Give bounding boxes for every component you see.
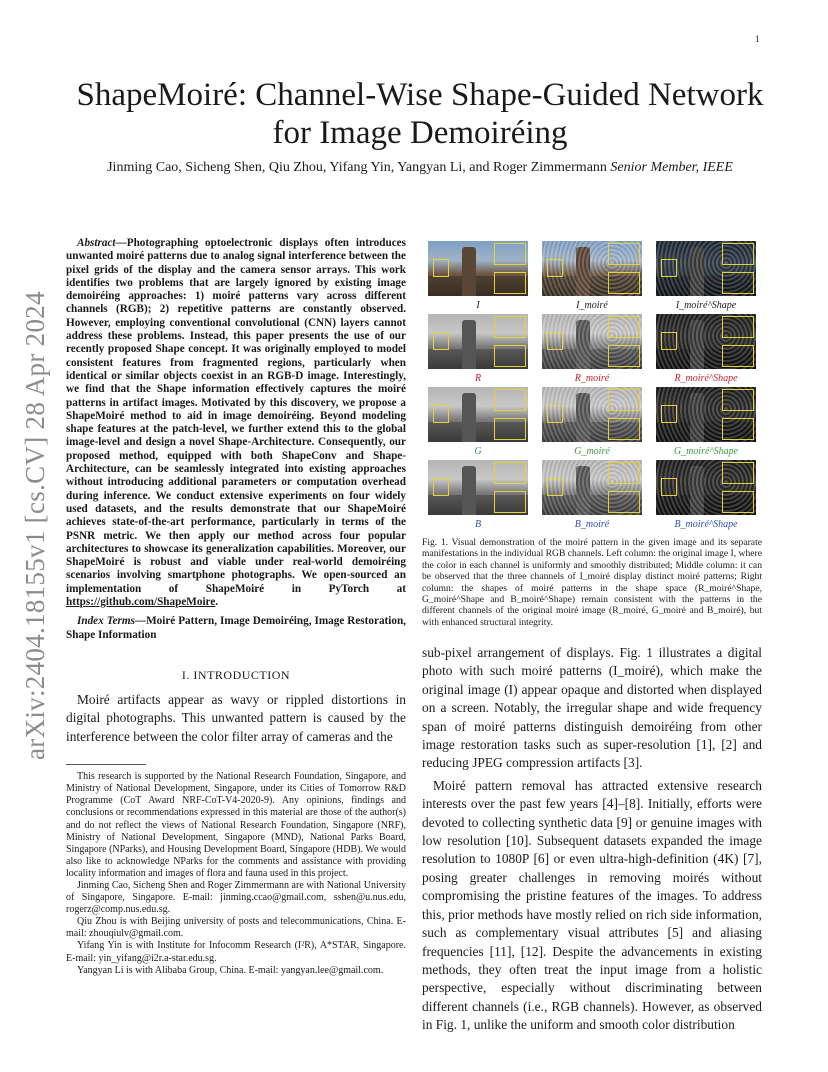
code-link[interactable]: https://github.com/ShapeMoire bbox=[66, 596, 216, 609]
intro-paragraph-3: Moiré pattern removal has attracted extensive research interests over the past few years [4]–[8]. Initially, efforts were devoted to collecting synthetic data [9] or genuine images with low resolution [10]. Subsequent datasets expanded the image resolution to 1080P [6] or even ultra-high-definition (4K) [7], posing greater challenges in removing moirés without compromising the pristine features of the images. To address this, prior methods have mostly relied on rich side information, such as complementary visual attributes [5] and aliasing frequencies [11], [12]. Despite the advancements in existing methods, they often treat the input image from a holistic perspective, especially without discriminating between different channels (i.e., RGB channels). However, as observed in Fig. 1, unlike the uniform and smooth color distribution bbox=[422, 777, 762, 1033]
abstract bbox=[66, 237, 406, 609]
figure-label: B_moiré bbox=[574, 519, 610, 530]
footnote-affil-alibaba: Yangyan Li is with Alibaba Group, China. E-mail: yangyan.lee@gmail.com. bbox=[77, 964, 384, 976]
figure-1 bbox=[422, 237, 762, 628]
index-body: —Moiré Pattern, Image Demoiréing, Image Restoration, Shape Information bbox=[66, 615, 406, 641]
paper-title bbox=[60, 76, 780, 152]
right-body bbox=[422, 644, 762, 1035]
title-line-1: ShapeMoiré: Channel-Wise Shape-Guided Network bbox=[76, 77, 764, 113]
image-g bbox=[428, 387, 528, 442]
image-r bbox=[428, 314, 528, 369]
author-names: Jinming Cao, Sicheng Shen, Qiu Zhou, Yifang Yin, Yangyan Li, and Roger Zimmermann bbox=[107, 160, 607, 175]
title-line-2: for Image Demoiréing bbox=[272, 115, 568, 151]
figure-cell bbox=[540, 241, 644, 314]
figure-cell bbox=[540, 387, 644, 460]
figure-label: R_moiré^Shape bbox=[674, 373, 738, 384]
figure-label: B bbox=[474, 519, 482, 530]
figure-cell bbox=[654, 241, 758, 314]
footnote-funding: This research is supported by the National Research Foundation, Singapore, and Ministry of National Development, Singapore, under its Cities of Tomorrow R&D Programme (CoT Award NRF-CoT-V4-2020-9). Any opinions, findings and conclusions or recommendations expressed in this material are those of the author(s) and do not reflect the views of National Research Foundation, Singapore (NRF), Ministry of National Development, Singapore (MND), National Parks Board, Singapore (NParks), and Housing Development Board, Singapore (HDB). We would also like to acknowledge NParks for the comments and assistance with providing locality information and images of flora and fauna used in this project. bbox=[66, 771, 406, 879]
image-moire-shape bbox=[656, 241, 756, 296]
figure-cell bbox=[654, 387, 758, 460]
image-b-moire bbox=[542, 460, 642, 515]
figure-label: B_moiré^Shape bbox=[674, 519, 738, 530]
figure-cell bbox=[426, 460, 530, 533]
figure-label: G_moiré^Shape bbox=[673, 446, 739, 457]
image-b-moire-shape bbox=[656, 460, 756, 515]
figure-grid bbox=[426, 241, 758, 533]
footnote-affil-nus: Jinming Cao, Sicheng Shen and Roger Zimmermann are with National University of Singapore, Singapore. E-mail: jinming.ccao@gmail.com, sshen@u.nus.edu, rogerz@comp.nus.edu.sg. bbox=[66, 879, 406, 916]
figure-cell bbox=[426, 314, 530, 387]
right-column bbox=[422, 237, 762, 1033]
footnote-affil-i2r: Yifang Yin is with Institute for Infocomm Research (I²R), A*STAR, Singapore. E-mail: yin_yifang@i2r.a-star.edu.sg. bbox=[66, 940, 406, 964]
index-lead: Index Terms bbox=[77, 615, 135, 628]
figure-cell bbox=[426, 241, 530, 314]
figure-label: R_moiré bbox=[574, 373, 610, 384]
image-original bbox=[428, 241, 528, 296]
section-heading: I. INTRODUCTION bbox=[181, 667, 291, 682]
intro-paragraph-2: sub-pixel arrangement of displays. Fig. 1 illustrates a digital photo with such moiré patterns (I_moiré), which make the original image (I) appear opaque and distorted when displayed on a screen. Notably, the irregular shape and wide frequency span of moiré patterns distinguish demoiréing from other image restoration tasks such as super-resolution [1], [2] and reducing JPEG compression artifacts [3]. bbox=[422, 645, 762, 771]
figure-label: G_moiré bbox=[574, 446, 610, 457]
figure-cell bbox=[540, 314, 644, 387]
image-r-moire bbox=[542, 314, 642, 369]
image-r-moire-shape bbox=[656, 314, 756, 369]
arxiv-stamp[interactable]: arXiv:2404.18155v1 [cs.CV] 28 Apr 2024 bbox=[20, 291, 50, 760]
index-terms bbox=[66, 615, 406, 642]
figure-label: I_moiré bbox=[576, 300, 608, 311]
image-g-moire bbox=[542, 387, 642, 442]
abstract-lead: Abstract bbox=[77, 237, 116, 249]
image-g-moire-shape bbox=[656, 387, 756, 442]
left-column bbox=[66, 237, 406, 977]
figure-cell bbox=[426, 387, 530, 460]
abstract-body: —Photographing optoelectronic displays often introduces unwanted moiré patterns due to analog signal interference between the pixel grids of the display and the camera sensor arrays. This work identifies two problems that are largely ignored by existing image demoiréing approaches: 1) moiré patterns vary across different channels (RGB); 2) repetitive patterns are constantly observed. However, employing conventional convolutional (CNN) layers cannot address these problems. Instead, this paper presents the use of our recently proposed Shape concept. It was originally employed to model consistent features from fragmented regions, particularly when identical or similar objects coexist in an RGB-D image. Interestingly, we find that the Shape information effectively captures the moiré patterns in artifact images. Motivated by this discovery, we propose a ShapeMoiré method to aid in image demoiréing. Beyond modeling shape features at the patch-level, we further extend this to the global image-level and design a novel Shape-Architecture. Consequently, our proposed method, equipped with both ShapeConv and Shape-Architecture, can be seamlessly integrated into existing approaches without introducing additional parameters or computation overhead during inference. We conduct extensive experiments on four widely used datasets, and the results demonstrate that our ShapeMoiré achieves state-of-the-art performance, particularly in terms of the PSNR metric. We then apply our method across four popular architectures to showcase its generalization capabilities. Moreover, our ShapeMoiré is robust and viable under real-world demoiréing scenarios involving smartphone photographs. We open-sourced an implementation of ShapeMoiré in PyTorch at bbox=[66, 237, 406, 595]
image-moire bbox=[542, 241, 642, 296]
footnote-affil-bupt: Qiu Zhou is with Beijing university of posts and telecommunications, China. E-mail: zhouqiulv@gmail.com. bbox=[66, 916, 406, 940]
figure-label: I bbox=[476, 300, 480, 311]
figure-caption: Fig. 1. Visual demonstration of the moiré pattern in the given image and its separate manifestations in the individual RGB channels. Left column: the original image I, where the color in each channel is uniformly and smoothly distributed; Middle column: it can be observed that the three channels of I_moiré display distinct moiré patterns; Right column: the shapes of moiré patterns in the shape space (R_moiré^Shape, G_moiré^Shape and B_moiré^Shape) remain consistent with the patterns in the different channels of the original moiré image (R_moiré, G_moiré and B_moiré), but with enhanced structural integrity. bbox=[422, 537, 762, 628]
image-b bbox=[428, 460, 528, 515]
figure-cell bbox=[654, 314, 758, 387]
figure-cell bbox=[540, 460, 644, 533]
figure-cell bbox=[654, 460, 758, 533]
author-list bbox=[60, 160, 780, 176]
figure-label: I_moiré^Shape bbox=[675, 300, 737, 311]
intro-paragraph-1: Moiré artifacts appear as wavy or rippled distortions in digital photographs. This unwanted pattern is caused by the interference between the color filter array of cameras and the bbox=[66, 691, 406, 744]
figure-label: G bbox=[474, 446, 482, 457]
figure-label: R bbox=[474, 373, 482, 384]
author-suffix: Senior Member, IEEE bbox=[610, 160, 733, 175]
footnote-divider bbox=[66, 764, 146, 765]
page-number: 1 bbox=[755, 34, 760, 44]
abstract-end: . bbox=[215, 596, 219, 609]
